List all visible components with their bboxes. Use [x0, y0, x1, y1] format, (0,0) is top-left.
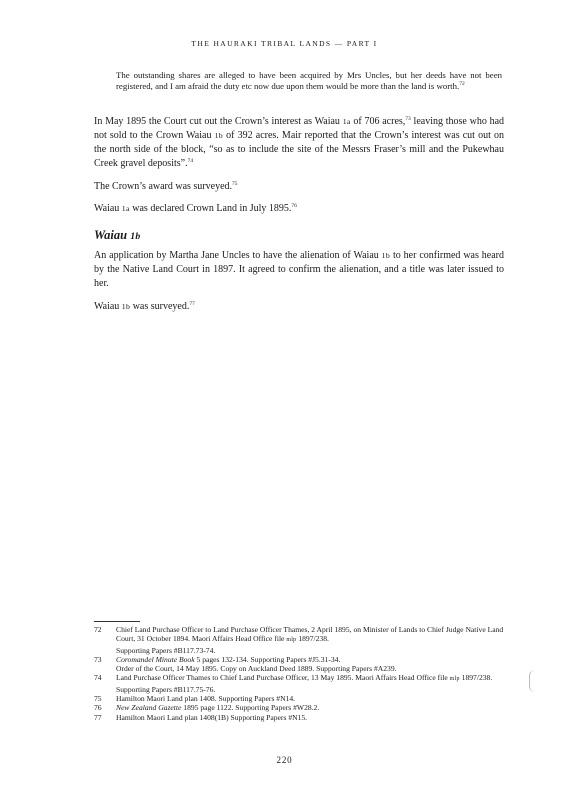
- block-id: 1a: [121, 204, 130, 213]
- footnote-76: [94, 703, 514, 712]
- footnote-text: [116, 703, 514, 712]
- page-number: 220: [276, 755, 293, 765]
- footnote-text: [116, 673, 514, 694]
- paragraph: [94, 115, 504, 171]
- block-id: 1b: [381, 251, 391, 260]
- footnote-ref: 72: [459, 81, 465, 87]
- text-run: mlp: [449, 676, 460, 683]
- footnote-text: [116, 655, 514, 674]
- footnote-ref: 75: [232, 181, 238, 187]
- footnote-74: [94, 673, 514, 694]
- block-quote: [116, 70, 502, 92]
- text-run: Supporting Papers #B117.73-74.: [116, 645, 216, 655]
- text-run: of 706 acres,: [350, 116, 406, 127]
- paragraph: [94, 300, 504, 314]
- text-run: 1897/238.: [296, 634, 329, 644]
- text-run: leaving those who had not sold to the Crown Waiau: [94, 116, 505, 141]
- heading-text: Waiau: [94, 228, 131, 242]
- text-run: 1897/238. Supporting Papers #B117.75-76.: [116, 673, 493, 694]
- text-run: Waiau: [94, 301, 122, 312]
- text-run: Waiau: [94, 203, 122, 214]
- block-id: 1b: [130, 231, 141, 242]
- footnote-text: Hamilton Maori Land plan 1408. Supporting Papers #N14.: [116, 694, 296, 704]
- footnote-number: 75: [94, 694, 102, 704]
- footnote-number: 74: [94, 673, 102, 683]
- footnote-number: 77: [94, 712, 102, 722]
- footnote-separator: [94, 621, 140, 622]
- citation-title: New Zealand Gazette: [116, 703, 182, 713]
- footnote-75: [94, 694, 514, 703]
- block-id: 1a: [342, 117, 351, 126]
- footnote-text: [116, 625, 514, 655]
- footnote-number: 73: [94, 654, 102, 664]
- footnote-ref: 73: [405, 116, 411, 122]
- text-run: Order of the Court, 14 May 1895. Copy on Auckland Deed 1889. Supporting Papers #A239.: [116, 664, 397, 674]
- text-run: An application by Martha Jane Uncles to have the alienation of Waiau: [94, 250, 382, 261]
- text-run: of 392 acres. Mair reported that the Crown’s interest was cut out on the north side of the block, “so as to include the site of the Messrs Fraser’s mill and the Pukewhau Creek gravel deposits”.: [94, 130, 504, 169]
- footnote-73: [94, 655, 514, 674]
- text-run: Land Purchase Officer Thames to Chief Land Purchase Officer, 13 May 1895. Maori Affairs Head Office file: [116, 673, 450, 683]
- running-header: THE HAURAKI TRIBAL LANDS — PART I: [191, 39, 378, 48]
- footnote-number: 76: [94, 703, 102, 713]
- footnote-77: [94, 713, 514, 722]
- footnote-number: 72: [94, 625, 102, 634]
- section-heading: [94, 228, 504, 243]
- block-id: 1b: [121, 302, 131, 311]
- text-run: mlp: [286, 637, 297, 644]
- paragraph: [94, 249, 504, 291]
- footnote-text: Hamilton Maori Land plan 1408(1B) Supporting Papers #N15.: [116, 712, 308, 722]
- text-run: 1895 page 1122. Supporting Papers #W28.2.: [181, 703, 320, 713]
- text-run: was declared Crown Land in July 1895.: [129, 203, 292, 214]
- text-run: The Crown’s award was surveyed.: [94, 181, 233, 192]
- text-run: In May 1895 the Court cut out the Crown’s interest as Waiau: [94, 116, 343, 127]
- text-run: to her confirmed was heard by the Native Land Court in 1897. It agreed to confirm the alienation, and a title was later issued to her.: [94, 250, 504, 289]
- footnote-ref: 74: [187, 158, 194, 164]
- citation-title: Coromandel Minute Book: [116, 654, 195, 664]
- text-run: Chief Land Purchase Officer to Land Purchase Officer Thames, 2 April 1895, on Minister of Lands to Chief Judge Native Land Court, 31 October 1894. Maori Affairs Head Office file: [116, 625, 504, 644]
- footnote-72: [94, 625, 514, 655]
- block-id: 1b: [214, 131, 224, 140]
- text-run: 5 pages 132-134. Supporting Papers #J5.31-34.: [194, 654, 341, 664]
- paragraph: [94, 180, 504, 194]
- footnote-ref: 77: [189, 301, 195, 307]
- paragraph: [94, 202, 504, 216]
- quote-text: The outstanding shares are alleged to have been acquired by Mrs Uncles, but her deeds have not been registered, and I am afraid the duty etc now due upon them would be more than the land is worth.: [116, 70, 502, 91]
- footnotes: [94, 625, 514, 722]
- scan-edge-mark: [529, 670, 536, 692]
- footnote-ref: 76: [291, 203, 297, 209]
- text-run: was surveyed.: [130, 301, 190, 312]
